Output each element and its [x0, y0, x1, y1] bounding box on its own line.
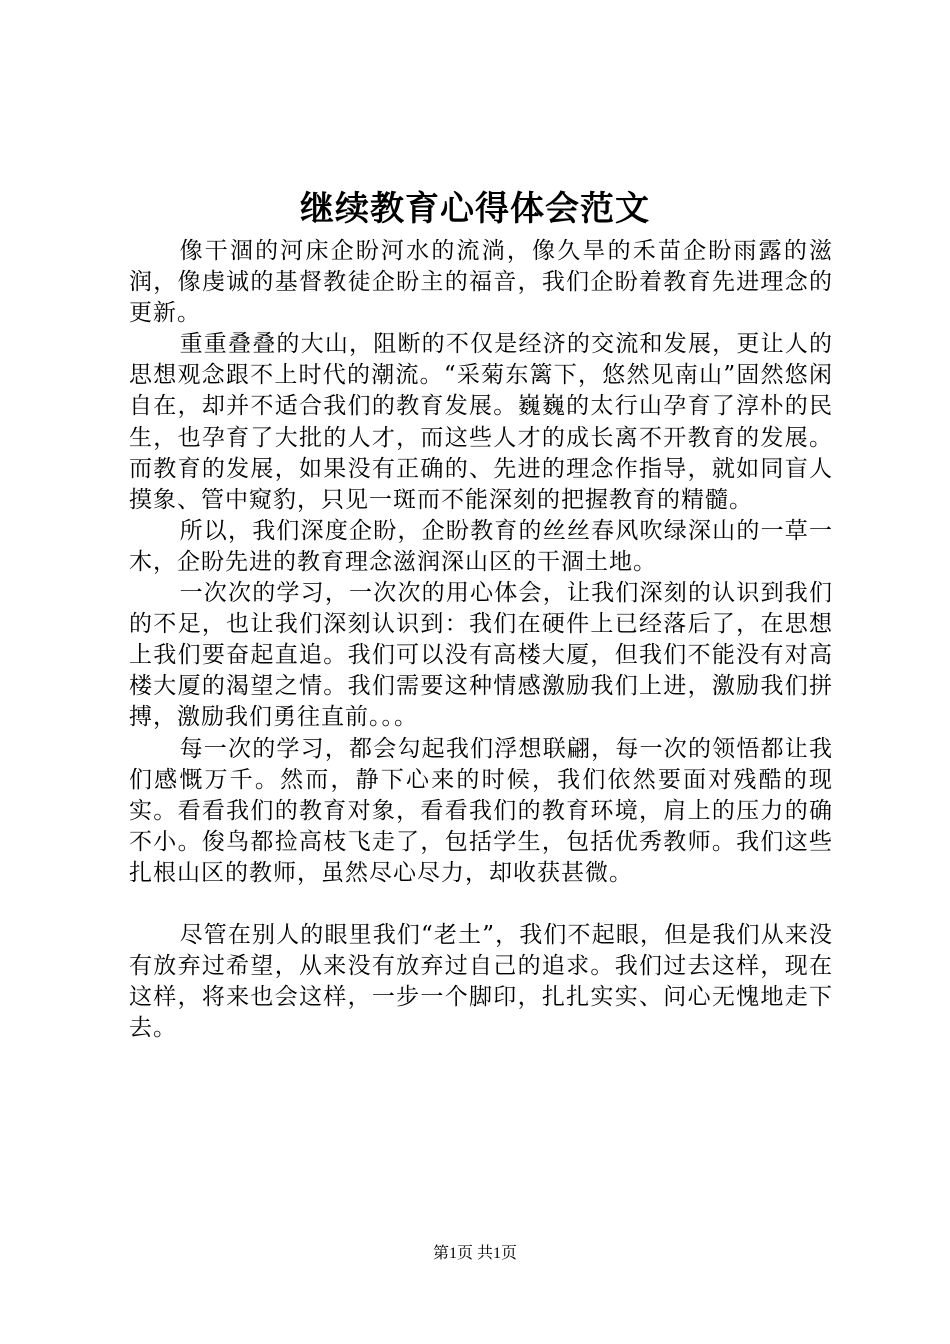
- paragraph-5: 每一次的学习，都会勾起我们浮想联翩，每一次的领悟都让我们感慨万千。然而，静下心来的时候，我们依然要面对残酷的现实。看看我们的教育对象，看看我们的教育环境，肩上的压力的确不小。俊鸟都捡高枝飞走了，包括学生，包括优秀教师。我们这些扎根山区的教师，虽然尽心尽力，却收获甚微。: [129, 735, 833, 886]
- document-title: 继续教育心得体会范文: [300, 189, 650, 229]
- paragraph-1: 像干涸的河床企盼河水的流淌，像久旱的禾苗企盼雨露的滋润，像虔诚的基督教徒企盼主的福音，我们企盼着教育先进理念的更新。: [129, 238, 833, 327]
- paragraph-3: 所以，我们深度企盼，企盼教育的丝丝春风吹绿深山的一草一木，企盼先进的教育理念滋润深山区的干涸土地。: [129, 517, 833, 575]
- paragraph-gap: [129, 889, 833, 920]
- paragraph-6: 尽管在别人的眼里我们“老土”，我们不起眼，但是我们从来没有放弃过希望，从来没有放弃过自己的追求。我们过去这样，现在这样，将来也会这样，一步一个脚印，扎扎实实、问心无愧地走下去。: [129, 921, 833, 1042]
- document-body: [129, 236, 833, 1044]
- paragraph-2: 重重叠叠的大山，阻断的不仅是经济的交流和发展，更让人的思想观念跟不上时代的潮流。“采菊东篱下，悠然见南山”固然悠闲自在，却并不适合我们的教育发展。巍巍的太行山孕育了淳朴的民生，也孕育了大批的人才，而这些人才的成长离不开教育的发展。而教育的发展，如果没有正确的、先进的理念作指导，就如同盲人摸象、管中窥豹，只见一斑而不能深刻的把握教育的精髓。: [129, 331, 833, 513]
- page-footer: 第1页 共1页: [432, 1245, 517, 1262]
- paragraph-4: 一次次的学习，一次次的用心体会，让我们深刻的认识到我们的不足，也让我们深刻认识到：我们在硬件上已经落后了，在思想上我们要奋起直追。我们可以没有高楼大厦，但我们不能没有对高楼大厦的渴望之情。我们需要这种情感激励我们上进，激励我们拼搏，激励我们勇往直前。。。: [129, 580, 833, 731]
